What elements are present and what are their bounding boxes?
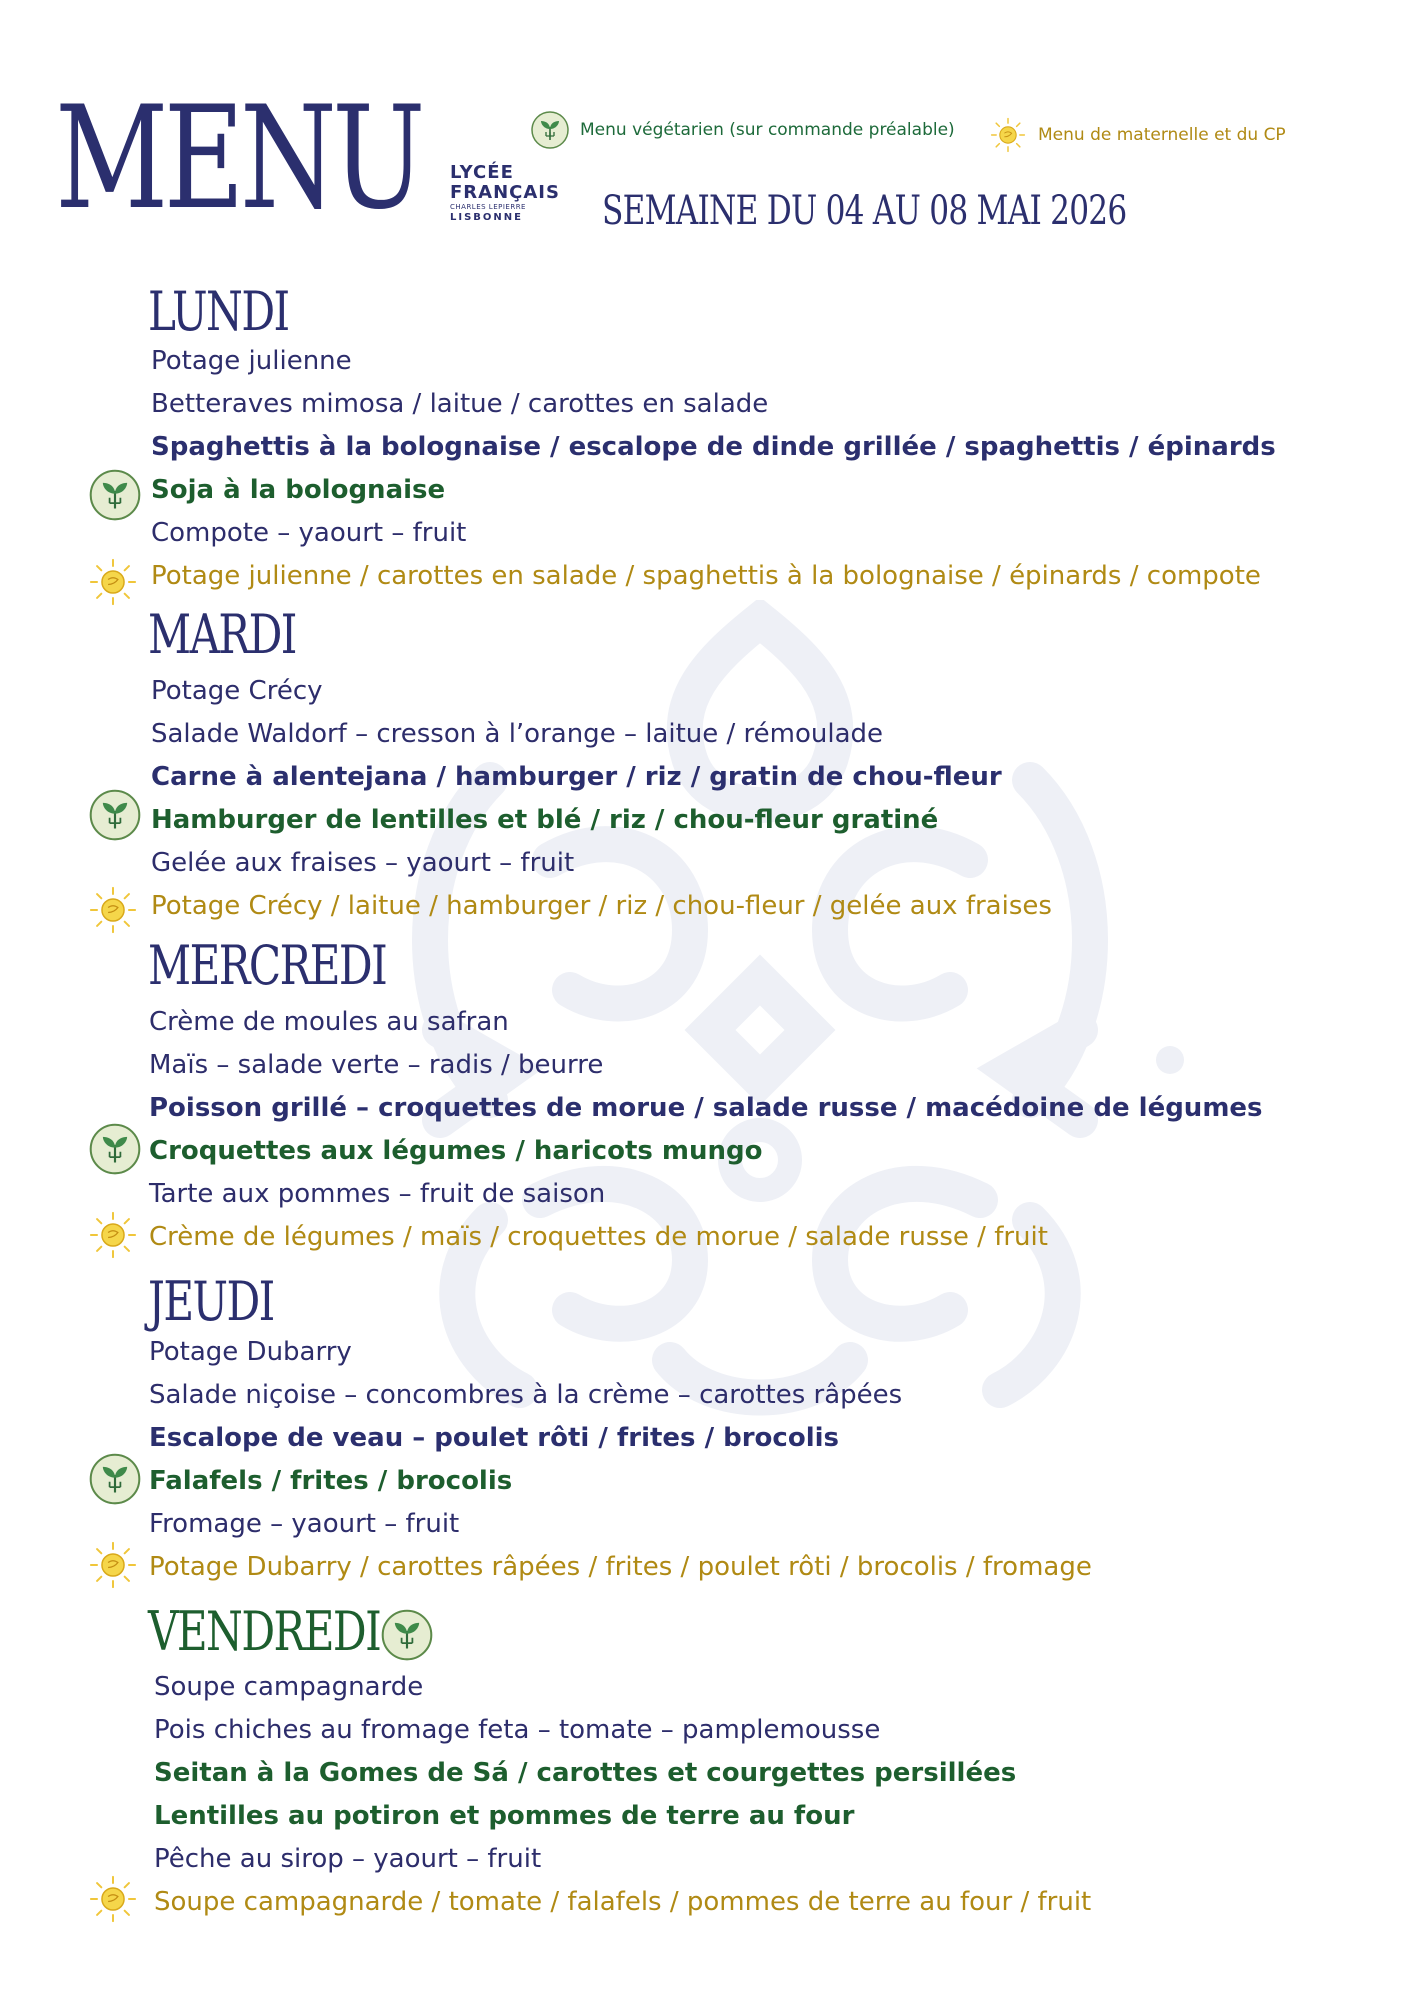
legend-maternelle-label: Menu de maternelle et du CP — [1038, 125, 1286, 145]
menu-line: Pêche au sirop – yaourt – fruit — [154, 1844, 542, 1874]
menu-line: Potage julienne — [151, 346, 352, 376]
sun-icon — [86, 1872, 140, 1926]
sun-icon — [86, 1208, 140, 1262]
leaf-fork-icon — [530, 110, 570, 150]
menu-line: Maïs – salade verte – radis / beurre — [149, 1050, 604, 1080]
school-line-3: CHARLES LEPIERRE — [450, 203, 526, 211]
day-title-mardi: MARDI — [148, 603, 296, 666]
menu-line: Betteraves mimosa / laitue / carottes en salade — [151, 389, 769, 419]
menu-line: Soupe campagnarde — [154, 1672, 424, 1702]
menu-line-vegetarian: Falafels / frites / brocolis — [149, 1466, 513, 1496]
week-title: SEMAINE DU 04 AU 08 MAI 2026 — [602, 188, 1127, 234]
leaf-fork-icon — [88, 1122, 142, 1176]
school-line-4: LISBONNE — [450, 212, 523, 223]
menu-line: Crème de moules au safran — [149, 1007, 509, 1037]
menu-line: Potage Dubarry — [149, 1337, 352, 1367]
leaf-fork-icon — [88, 468, 142, 522]
menu-line-vegetarian: Hamburger de lentilles et blé / riz / chou-fleur gratiné — [151, 805, 939, 835]
day-title-vendredi: VENDREDI — [148, 1600, 381, 1663]
menu-line: Pois chiches au fromage feta – tomate – pamplemousse — [154, 1715, 881, 1745]
menu-line-main: Escalope de veau – poulet rôti / frites / brocolis — [149, 1423, 839, 1453]
menu-line-maternelle: Crème de légumes / maïs / croquettes de morue / salade russe / fruit — [149, 1222, 1048, 1252]
menu-line: Tarte aux pommes – fruit de saison — [149, 1179, 606, 1209]
leaf-fork-icon — [88, 1452, 142, 1506]
menu-line: Salade niçoise – concombres à la crème – carottes râpées — [149, 1380, 903, 1410]
day-title-lundi: LUNDI — [148, 280, 289, 343]
legend-maternelle — [988, 115, 1286, 155]
leaf-fork-icon — [88, 788, 142, 842]
menu-line: Fromage – yaourt – fruit — [149, 1509, 460, 1539]
menu-line: Gelée aux fraises – yaourt – fruit — [151, 848, 575, 878]
menu-line: Potage Crécy — [151, 676, 323, 706]
leaf-fork-icon — [380, 1608, 434, 1662]
menu-line-maternelle: Soupe campagnarde / tomate / falafels / pommes de terre au four / fruit — [154, 1887, 1092, 1917]
menu-line-maternelle: Potage julienne / carottes en salade / spaghettis à la bolognaise / épinards / compote — [151, 561, 1261, 591]
menu-line-main: Carne à alentejana / hamburger / riz / gratin de chou-fleur — [151, 762, 1002, 792]
menu-line: Salade Waldorf – cresson à l’orange – laitue / rémoulade — [151, 719, 884, 749]
day-title-mercredi: MERCREDI — [148, 934, 387, 997]
menu-line-vegetarian: Lentilles au potiron et pommes de terre au four — [154, 1801, 855, 1831]
sun-icon — [86, 1538, 140, 1592]
menu-line-main: Spaghettis à la bolognaise / escalope de dinde grillée / spaghettis / épinards — [151, 432, 1276, 462]
menu-line-main: Poisson grillé – croquettes de morue / salade russe / macédoine de légumes — [149, 1093, 1263, 1123]
sun-icon — [86, 555, 140, 609]
school-line-1: LYCÉE — [450, 162, 514, 183]
menu-line: Compote – yaourt – fruit — [151, 518, 467, 548]
menu-title: MENU — [55, 76, 421, 241]
legend-vegetarian-label: Menu végétarien (sur commande préalable) — [580, 120, 955, 140]
legend-vegetarian — [530, 110, 955, 150]
school-line-2: FRANÇAIS — [450, 182, 560, 203]
menu-line-vegetarian: Croquettes aux légumes / haricots mungo — [149, 1136, 763, 1166]
sun-icon — [86, 883, 140, 937]
menu-line-vegetarian: Seitan à la Gomes de Sá / carottes et courgettes persillées — [154, 1758, 1017, 1788]
sun-icon — [988, 115, 1028, 155]
menu-line-vegetarian: Soja à la bolognaise — [151, 475, 446, 505]
menu-line-maternelle: Potage Dubarry / carottes râpées / frites / poulet rôti / brocolis / fromage — [149, 1552, 1092, 1582]
school-logo-text — [450, 163, 560, 224]
day-title-jeudi: JEUDI — [148, 1270, 274, 1333]
menu-line-maternelle: Potage Crécy / laitue / hamburger / riz / chou-fleur / gelée aux fraises — [151, 891, 1052, 921]
